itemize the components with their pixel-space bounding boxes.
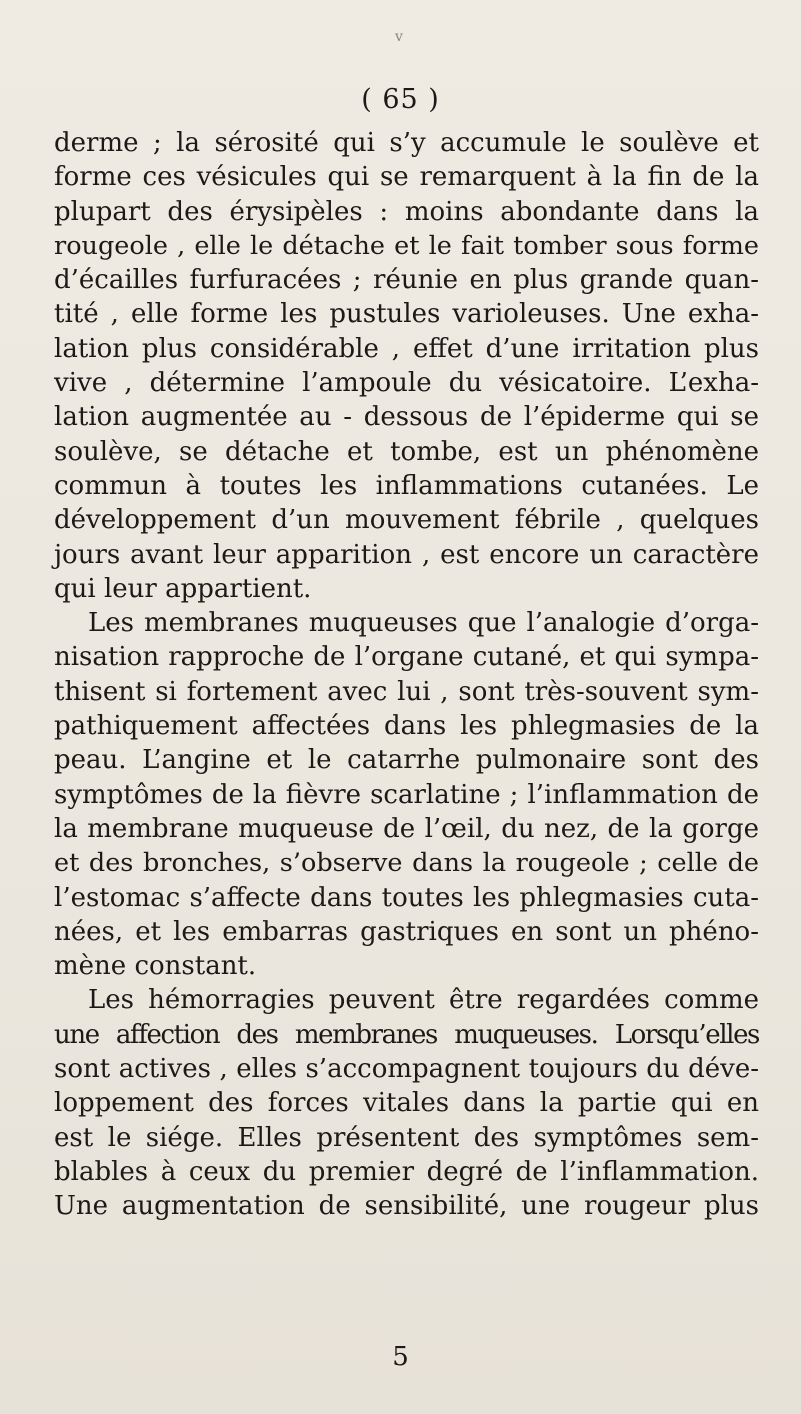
signature-mark: 5 — [392, 1342, 409, 1372]
text-line: une affection des membranes muqueuses. Lorsqu’elles — [54, 1019, 759, 1050]
text-line: forme ces vésicules qui se remarquent à la fin de la — [54, 162, 759, 193]
text-line: lation augmentée au - dessous de l’épiderme qui se — [54, 402, 759, 433]
text-line: symptômes de la fièvre scarlatine ; l’inflammation de — [54, 779, 759, 810]
text-line: pathiquement affectées dans les phlegmasies de la — [54, 711, 759, 742]
text-line: lation plus considérable , effet d’une irritation plus — [54, 333, 759, 364]
text-line: soulève, se détache et tombe, est un phénomène — [54, 436, 759, 467]
text-line: blables à ceux du premier degré de l’inflammation. — [54, 1156, 759, 1187]
text-line: développement d’un mouvement fébrile , quelques — [54, 505, 759, 536]
text-line: l’estomac s’affecte dans toutes les phlegmasies cuta- — [54, 882, 759, 913]
text-line: et des bronches, s’observe dans la rougeole ; celle de — [54, 848, 759, 879]
text-line: sont actives , elles s’accompagnent toujours du déve- — [54, 1054, 759, 1085]
paragraph-start-line: Les hémorragies peuvent être regardées comme — [88, 985, 759, 1016]
paragraph-start-line: Les membranes muqueuses que l’analogie d’orga- — [88, 608, 759, 639]
text-line: Une augmentation de sensibilité, une rougeur plus — [54, 1191, 759, 1222]
text-line: jours avant leur apparition , est encore un caractère — [54, 539, 759, 570]
text-line: nées, et les embarras gastriques en sont un phéno- — [54, 916, 759, 947]
body-text — [54, 126, 759, 1224]
text-line: rougeole , elle le détache et le fait tomber sous forme — [54, 230, 759, 261]
page-number-header: ( 65 ) — [361, 84, 440, 115]
text-line: nisation rapproche de l’organe cutané, et qui sympa- — [54, 642, 759, 673]
text-line: peau. L’angine et le catarrhe pulmonaire sont des — [54, 745, 759, 776]
text-line: plupart des érysipèles : moins abondante dans la — [54, 196, 759, 227]
text-line: d’écailles furfuracées ; réunie en plus grande quan- — [54, 265, 759, 296]
text-line: derme ; la sérosité qui s’y accumule le soulève et — [54, 128, 759, 158]
text-line: mène constant. — [54, 951, 257, 982]
text-line: commun à toutes les inflammations cutanées. Le — [54, 470, 759, 501]
text-line: tité , elle forme les pustules varioleuses. Une exha- — [54, 299, 759, 330]
corner-mark: v — [395, 29, 403, 45]
text-line: thisent si fortement avec lui , sont très-souvent sym- — [54, 676, 759, 707]
text-line: est le siége. Elles présentent des symptômes sem- — [54, 1122, 759, 1153]
text-line: loppement des forces vitales dans la partie qui en — [54, 1088, 759, 1119]
text-line: la membrane muqueuse de l’œil, du nez, de la gorge — [54, 813, 759, 844]
text-line: vive , détermine l’ampoule du vésicatoire. L’exha- — [54, 368, 759, 399]
text-line: qui leur appartient. — [54, 573, 312, 604]
